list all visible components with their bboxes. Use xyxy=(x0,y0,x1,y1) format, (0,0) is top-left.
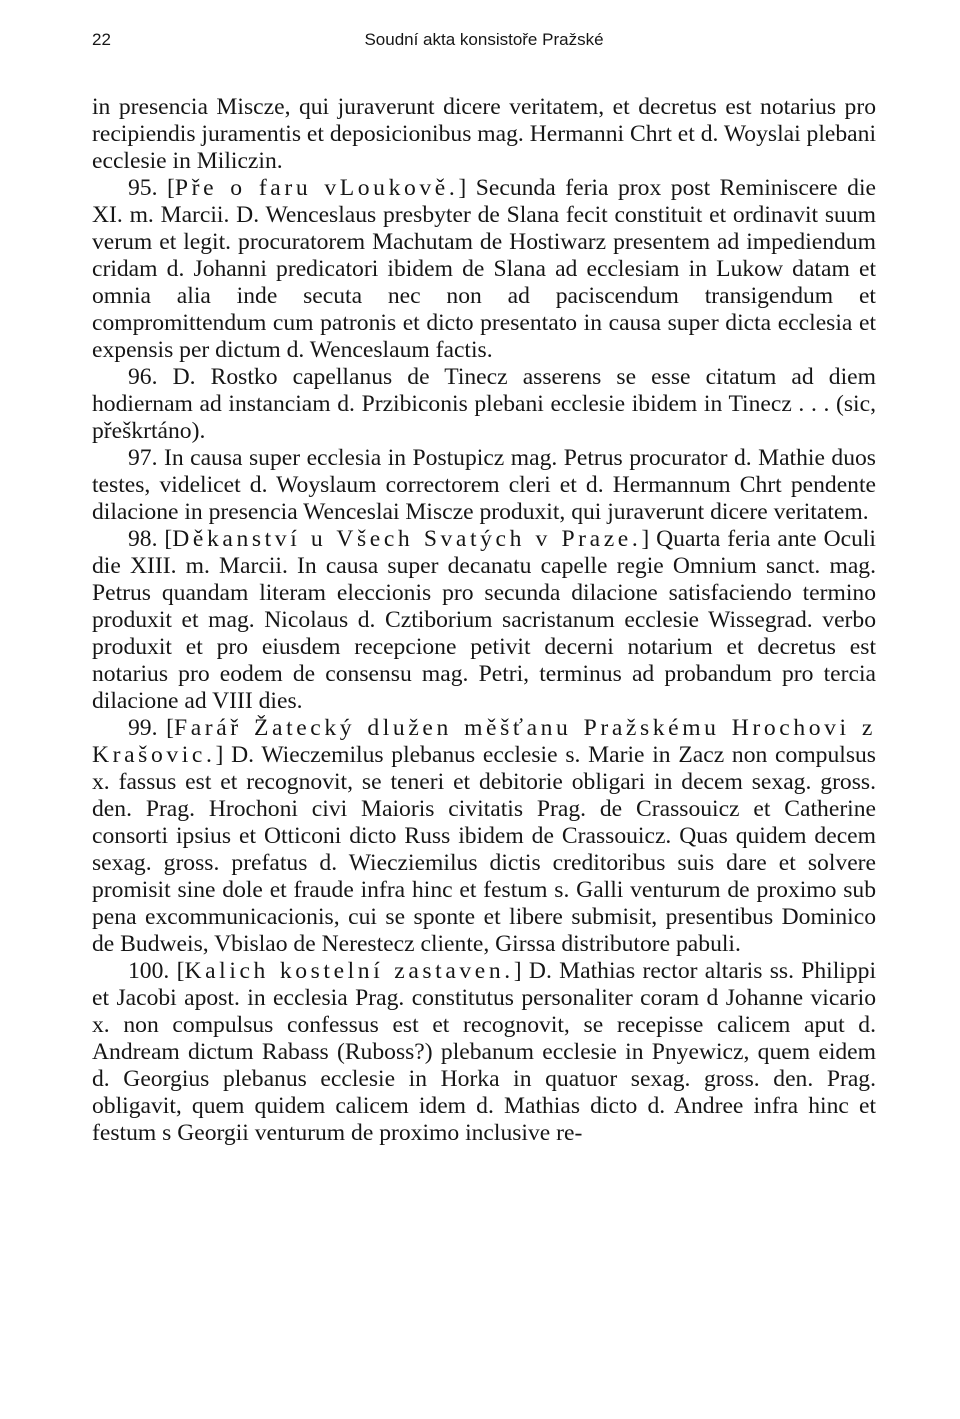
entry-number: 95. xyxy=(128,175,158,201)
running-header xyxy=(92,28,876,58)
entry-number: 97. xyxy=(128,445,158,471)
entry-text: Secunda feria prox post Reminiscere die XI. m. Marcii. D. Wenceslaus presbyter de Slana fecit constituit et ordinavit suum verum et legit. procuratorem Machutam de Hostiwarz presentem ad impediendum cridam d. Johanni predicatori ibidem de Slana ad ecclesiam in Lukow datam et omnia alia inde secuta nec non ad paciscendum transigendum et compromittendum cum patronis et dicto presentato in causa super dicta ecclesia et expensis per dictum d. Wenceslaum factis. xyxy=(92,175,876,363)
entry-text: D. Rostko capellanus de Tinecz asserens se esse citatum ad diem hodiernam ad instanciam d. Przibiconis plebani ecclesie ibidem in Tinecz . . . (sic, přeškrtáno). xyxy=(92,364,876,444)
entry-text: In causa super ecclesia in Postupicz mag. Petrus procurator d. Mathie duos testes, videlicet d. Woyslaum correctorem cleri et d. Hermannum Chrt pendente dilacione in presencia Wenceslai Miscze produxit, qui juraverunt dicere veritatem. xyxy=(92,445,876,525)
page-number: 22 xyxy=(92,30,111,49)
entry-heading: Pře o faru vLoukově. xyxy=(174,175,459,201)
paragraph-text: in presencia Miscze, qui juraverunt dicere veritatem, et decretus est notarius pro recipiendis juramentis et deposicionibus mag. Hermanni Chrt et d. Woyslai plebani ecclesie in Miliczin. xyxy=(92,94,876,174)
entry-text: D. Mathias rector altaris ss. Philippi et Jacobi apost. in ecclesia Prag. constitutus personaliter coram d Johanne vicario x. non compulsus confessus est et recognovit, se recepisse calicem aput d. Andream dictum Rabass (Ruboss?) plebanum ecclesie in Pnyewicz, quem eidem d. Georgius plebanus ecclesie in Horka in quatuor sexag. gross. den. Prag. obligavit, quem quidem calicem idem d. Mathias dicto d. Andree infra hinc et festum s Georgii venturum de proximo inclusive re- xyxy=(92,958,876,1146)
entry-number: 98. xyxy=(128,526,158,552)
entry-heading: Kalich kostelní zastaven. xyxy=(184,958,514,984)
entry-heading: Děkanství u Všech Svatých v Praze. xyxy=(172,526,642,552)
entry-number: 100. xyxy=(128,958,170,984)
entry-text: D. Wieczemilus plebanus ecclesie s. Marie in Zacz non compulsus x. fassus est et recognovit, se teneri et debitorie obligari in decem sexag. gross. den. Prag. Hrochoni civi Maioris civitatis Prag. de Crassouicz et Catherine consorti ipsius et Otticoni dicto Russ ibidem de Crassouicz. Quas quidem decem sexag. gross. prefatus d. Wiecziemilus dictis creditoribus suis dare et solvere promisit sine dole et fraude infra hinc et festum s. Galli venturum de proximo sub pena excommunicacionis, cui se sponte et libere submisit, presentibus Dominico de Budweis, Vbislao de Nerestecz cliente, Girssa distributore pabuli. xyxy=(92,742,876,957)
entry-100: 100. [Kalich kostelní zastaven.] D. Mathias rector altaris ss. Philippi et Jacobi apost. in ecclesia Prag. constitutus personaliter coram d Johanne vicario x. non compulsus confessus est et recognovit, se recepisse calicem aput d. Andream dictum Rabass (Ruboss?) plebanum ecclesie in Pnyewicz, quem eidem d. Georgius plebanus ecclesie in Horka in quatuor sexag. gross. den. Prag. obligavit, quem quidem calicem idem d. Mathias dicto d. Andree infra hinc et festum s Georgii venturum de proximo inclusive re- xyxy=(92,958,876,1146)
entry-95: 95. [Pře o faru vLoukově.] Secunda feria prox post Reminiscere die XI. m. Marcii. D. Wenceslaus presbyter de Slana fecit constituit et ordinavit suum verum et legit. procuratorem Machutam de Hostiwarz presentem ad impediendum cridam d. Johanni predicatori ibidem de Slana ad ecclesiam in Lukow datam et omnia alia inde secuta nec non ad paciscendum transigendum et compromittendum cum patronis et dicto presentato in causa super dicta ecclesia et expensis per dictum d. Wenceslaum factis. xyxy=(92,175,876,363)
entry-number: 96. xyxy=(128,364,158,390)
continuation-paragraph xyxy=(92,94,876,175)
entry-97 xyxy=(92,445,876,526)
running-title: Soudní akta konsistoře Pražské xyxy=(364,30,604,49)
entry-number: 99. xyxy=(128,715,158,741)
entry-text: Quarta feria ante Oculi die XIII. m. Marcii. In causa super decanatu capelle regie Omnium sanct. mag. Petrus quandam literam eleccionis pro secunda dilacione satisfaciendo termino produxit et mag. Nicolaus d. Cztiborium sacristanum ecclesie Wissegrad. verbo produxit et pro eiusdem recepcione petivit decerni notarium et decretus est notarius pro eodem de consensu mag. Petri, terminus ad probandum pro tercia dilacione ad VIII dies. xyxy=(92,526,876,714)
document-page xyxy=(92,28,876,1147)
entry-99: 99. [Farář Žatecký dlužen měšťanu Pražskému Hrochovi z Krašovic.] D. Wieczemilus plebanus ecclesie s. Marie in Zacz non compulsus x. fassus est et recognovit, se teneri et debitorie obligari in decem sexag. gross. den. Prag. Hrochoni civi Maioris civitatis Prag. de Crassouicz et Catherine consorti ipsius et Otticoni dicto Russ ibidem de Crassouicz. Quas quidem decem sexag. gross. prefatus d. Wiecziemilus dictis creditoribus suis dare et solvere promisit sine dole et fraude infra hinc et festum s. Galli venturum de proximo sub pena excommunicacionis, cui se sponte et libere submisit, presentibus Dominico de Budweis, Vbislao de Nerestecz cliente, Girssa distributore pabuli. xyxy=(92,715,876,957)
body-text xyxy=(92,94,876,1147)
entry-heading: Farář Žatecký dlužen měšťanu Pražskému Hrochovi z Krašovic. xyxy=(92,715,876,768)
entry-98: 98. [Děkanství u Všech Svatých v Praze.] Quarta feria ante Oculi die XIII. m. Marcii. In causa super decanatu capelle regie Omnium sanct. mag. Petrus quandam literam eleccionis pro secunda dilacione satisfaciendo termino produxit et mag. Nicolaus d. Cztiborium sacristanum ecclesie Wissegrad. verbo produxit et pro eiusdem recepcione petivit decerni notarium et decretus est notarius pro eodem de consensu mag. Petri, terminus ad probandum pro tercia dilacione ad VIII dies. xyxy=(92,526,876,714)
entry-96 xyxy=(92,364,876,445)
